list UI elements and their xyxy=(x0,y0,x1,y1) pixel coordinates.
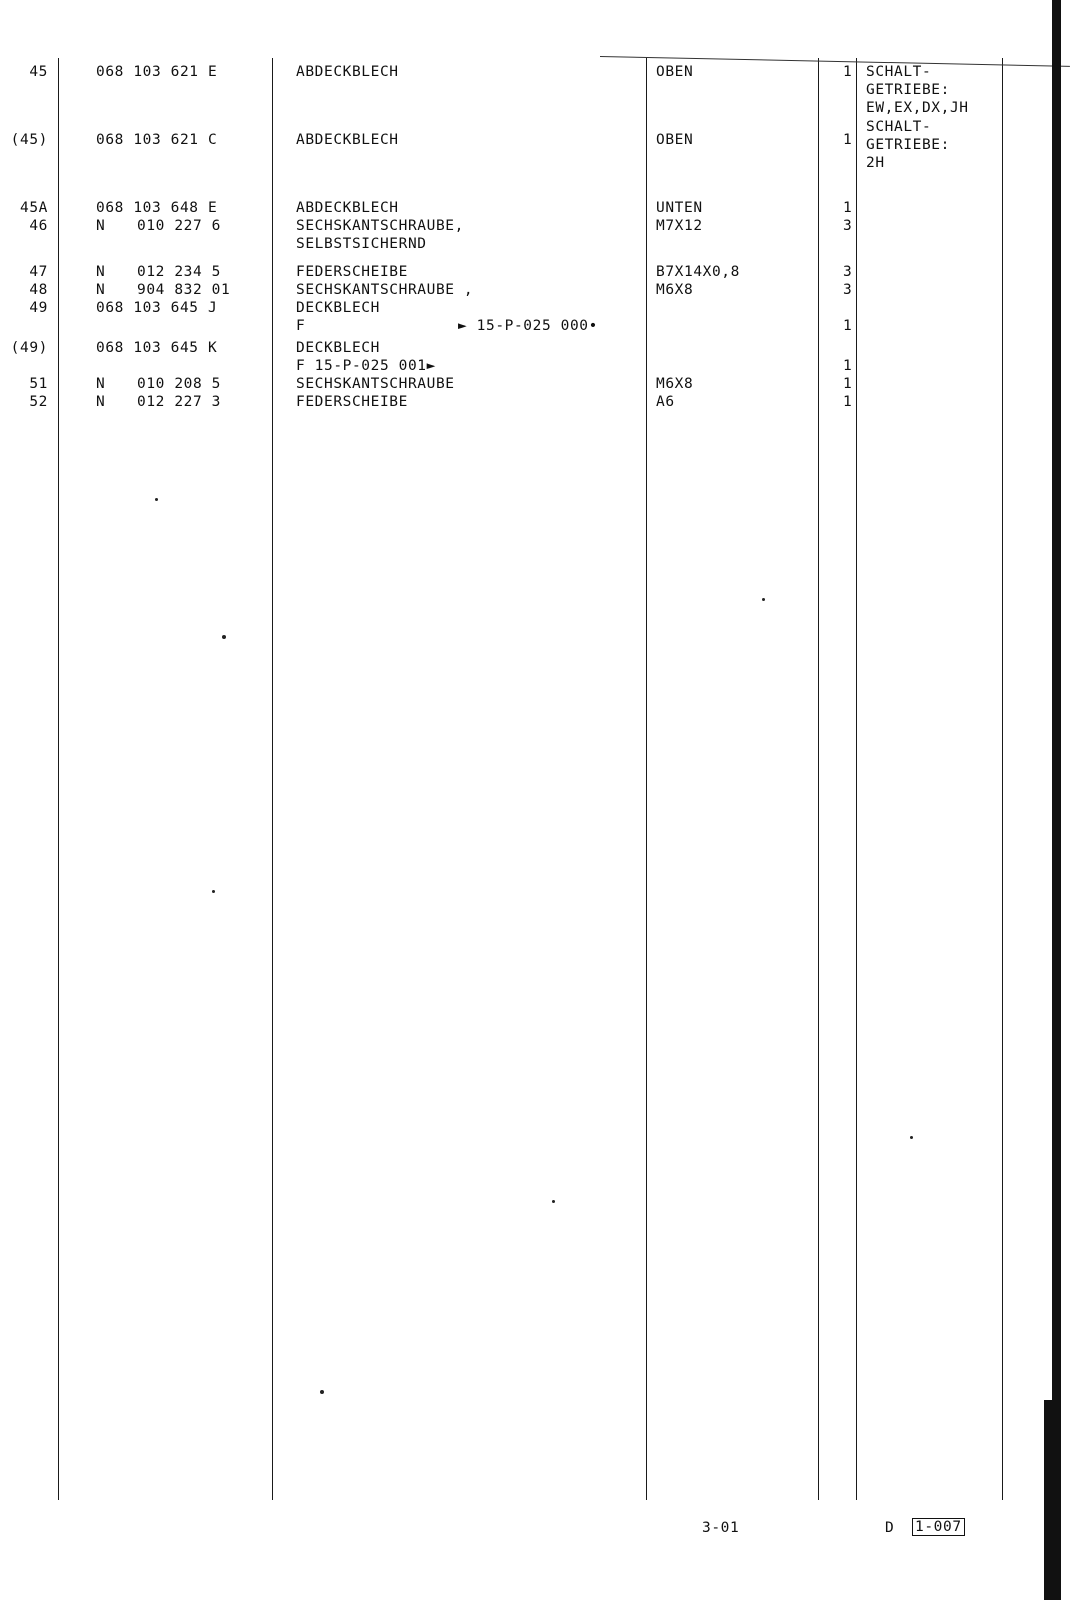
row-qty: 3 xyxy=(843,264,853,280)
row-partno: 068 103 648 E xyxy=(96,200,218,216)
scan-speck xyxy=(552,1200,555,1203)
row-remark: OBEN xyxy=(656,132,694,148)
row-qty: 1 xyxy=(843,318,853,334)
row-desc: DECKBLECH xyxy=(296,340,380,356)
row-partno: 068 103 645 J xyxy=(96,300,218,316)
row-partno: 068 103 645 K xyxy=(96,340,218,356)
row-prefix: N xyxy=(96,282,106,298)
scan-speck xyxy=(222,635,226,639)
row-remark: M7X12 xyxy=(656,218,703,234)
row-partno: 012 234 5 xyxy=(137,264,221,280)
row-prefix: N xyxy=(96,218,106,234)
scan-edge-bar xyxy=(1052,0,1061,1600)
row-desc-line2-tail: ► 15-P-025 000• xyxy=(458,318,598,334)
row-desc: DECKBLECH xyxy=(296,300,380,316)
row-pos: 47 xyxy=(29,264,48,280)
row-remark: M6X8 xyxy=(656,282,694,298)
column-rule-qty xyxy=(856,58,857,1500)
row-note: 2H xyxy=(866,155,885,171)
row-remark: OBEN xyxy=(656,64,694,80)
row-pos: 46 xyxy=(29,218,48,234)
row-qty: 1 xyxy=(843,394,853,410)
column-rule-partno xyxy=(272,58,273,1500)
row-qty: 1 xyxy=(843,358,853,374)
row-note: SCHALT- xyxy=(866,119,932,135)
row-qty: 3 xyxy=(843,218,853,234)
row-pos: 51 xyxy=(29,376,48,392)
column-rule-pos xyxy=(58,58,59,1500)
row-partno: 068 103 621 C xyxy=(96,132,218,148)
row-note: SCHALT- xyxy=(866,64,932,80)
row-pos: 45A xyxy=(20,200,48,216)
scan-speck xyxy=(212,890,215,893)
row-desc: SECHSKANTSCHRAUBE, xyxy=(296,218,464,234)
row-remark: A6 xyxy=(656,394,675,410)
row-desc: SECHSKANTSCHRAUBE , xyxy=(296,282,474,298)
row-partno: 904 832 01 xyxy=(137,282,231,298)
row-remark: M6X8 xyxy=(656,376,694,392)
row-desc: ABDECKBLECH xyxy=(296,132,399,148)
row-desc: FEDERSCHEIBE xyxy=(296,264,408,280)
row-desc: ABDECKBLECH xyxy=(296,200,399,216)
scan-speck xyxy=(910,1136,913,1139)
row-pos: 48 xyxy=(29,282,48,298)
row-pos: 52 xyxy=(29,394,48,410)
row-pos: 45 xyxy=(29,64,48,80)
column-rule-note xyxy=(1002,58,1003,1500)
row-partno: 010 208 5 xyxy=(137,376,221,392)
scan-edge-bar-lower xyxy=(1044,1400,1060,1600)
row-prefix: N xyxy=(96,376,106,392)
row-remark: UNTEN xyxy=(656,200,703,216)
row-remark: B7X14X0,8 xyxy=(656,264,740,280)
scan-speck xyxy=(320,1390,324,1394)
row-desc: ABDECKBLECH xyxy=(296,64,399,80)
row-partno: 012 227 3 xyxy=(137,394,221,410)
column-rule-remark xyxy=(818,58,819,1500)
scan-speck xyxy=(762,598,765,601)
row-note: EW,EX,DX,JH xyxy=(866,100,969,116)
row-qty: 1 xyxy=(843,132,853,148)
row-prefix: N xyxy=(96,394,106,410)
page-section-number: 3-01 xyxy=(702,1520,740,1536)
row-prefix: N xyxy=(96,264,106,280)
row-desc-line2: SELBSTSICHERND xyxy=(296,236,427,252)
column-rule-desc xyxy=(646,58,647,1500)
row-pos: 49 xyxy=(29,300,48,316)
row-pos: (49) xyxy=(10,340,48,356)
row-desc: SECHSKANTSCHRAUBE xyxy=(296,376,455,392)
row-note: GETRIEBE: xyxy=(866,137,950,153)
row-desc: FEDERSCHEIBE xyxy=(296,394,408,410)
language-code: D xyxy=(885,1520,895,1536)
scan-speck xyxy=(155,498,158,501)
row-desc-line2: F xyxy=(296,318,306,334)
row-qty: 1 xyxy=(843,200,853,216)
row-partno: 068 103 621 E xyxy=(96,64,218,80)
row-pos: (45) xyxy=(10,132,48,148)
row-qty: 3 xyxy=(843,282,853,298)
page-code-box: 1-007 xyxy=(912,1518,965,1536)
row-qty: 1 xyxy=(843,64,853,80)
row-note: GETRIEBE: xyxy=(866,82,950,98)
row-qty: 1 xyxy=(843,376,853,392)
row-desc-line2: F 15-P-025 001► xyxy=(296,358,436,374)
row-partno: 010 227 6 xyxy=(137,218,221,234)
